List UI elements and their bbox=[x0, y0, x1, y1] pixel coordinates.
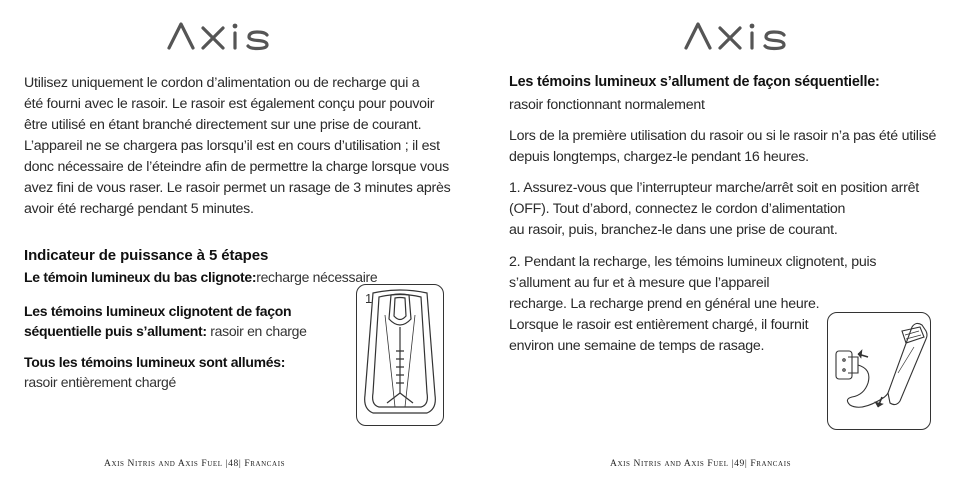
status-label: séquentielle puis s’allument: bbox=[24, 323, 207, 339]
status-label: Les témoins lumineux clignotent de façon bbox=[24, 303, 292, 319]
page-footer: Axis Nitris and Axis Fuel |48| Francais bbox=[104, 459, 286, 469]
right-page bbox=[477, 0, 954, 477]
text-line: Lorsque le rasoir est entièrement chargé, il fournit bbox=[509, 317, 809, 333]
page-footer: Axis Nitris and Axis Fuel |49| Francais bbox=[610, 459, 792, 469]
intro-line: être utilisé en étant branché directement sur une prise de courant. bbox=[24, 117, 422, 133]
text-line: Lors de la première utilisation du rasoir ou si le rasoir n’a pas été utilisé bbox=[509, 128, 937, 144]
text-line: (OFF). Tout d’abord, connectez le cordon d’alimentation bbox=[509, 201, 846, 217]
shaver-front-icon bbox=[357, 285, 443, 425]
intro-paragraph bbox=[24, 73, 454, 220]
status-label: Le témoin lumineux du bas clignote: bbox=[24, 269, 257, 285]
text-line: recharge. La recharge prend en général une heure. bbox=[509, 296, 820, 312]
status-value: rasoir en charge bbox=[206, 323, 307, 339]
shaver-illustration bbox=[356, 284, 444, 426]
sequential-subtitle bbox=[509, 95, 929, 116]
text-line: s’allument au fur et à mesure que l’appareil bbox=[509, 275, 770, 291]
text-line: 2. Pendant la recharge, les témoins lumineux clignotent, puis bbox=[509, 254, 877, 270]
text-line: 1. Assurez-vous que l’interrupteur marche/arrêt soit en position arrêt bbox=[509, 180, 919, 196]
status-bottom-blinking bbox=[24, 267, 404, 287]
axis-logo-icon bbox=[682, 18, 792, 52]
status-value: rasoir entièrement chargé bbox=[24, 374, 177, 390]
text-line: rasoir fonctionnant normalement bbox=[509, 97, 705, 113]
axis-logo bbox=[682, 18, 792, 52]
shaver-charging-icon bbox=[828, 313, 930, 429]
status-all-on bbox=[24, 352, 344, 392]
axis-logo bbox=[165, 18, 275, 52]
status-sequential-blinking bbox=[24, 301, 354, 341]
intro-line: avez fini de vous raser. Le rasoir permet un rasage de 3 minutes après bbox=[24, 180, 451, 196]
axis-logo-icon bbox=[165, 18, 275, 52]
charging-illustration bbox=[827, 312, 931, 430]
step-1-paragraph bbox=[509, 178, 939, 241]
intro-line: Utilisez uniquement le cordon d’alimentation ou de recharge qui a bbox=[24, 75, 420, 91]
status-label: Tous les témoins lumineux sont allumés: bbox=[24, 354, 286, 370]
intro-line: L’appareil ne se chargera pas lorsqu’il est en cours d’utilisation ; il est bbox=[24, 138, 440, 154]
status-value: recharge nécessaire bbox=[256, 269, 378, 285]
text-line: depuis longtemps, chargez-le pendant 16 heures. bbox=[509, 149, 809, 165]
first-use-paragraph bbox=[509, 126, 939, 168]
intro-line: donc nécessaire de l’éteindre afin de permettre la charge lorsque vous bbox=[24, 159, 449, 175]
text-line: environ une semaine de temps de rasage. bbox=[509, 338, 765, 354]
indicator-heading: Indicateur de puissance à 5 étapes bbox=[24, 247, 269, 264]
sequential-heading: Les témoins lumineux s’allument de façon séquentielle: bbox=[509, 74, 880, 90]
figure-number: 1 bbox=[365, 291, 373, 306]
text-line: au rasoir, puis, branchez-le dans une prise de courant. bbox=[509, 222, 838, 238]
intro-line: été fourni avec le rasoir. Le rasoir est également conçu pour pouvoir bbox=[24, 96, 435, 112]
intro-line: avoir été rechargé pendant 5 minutes. bbox=[24, 201, 254, 217]
